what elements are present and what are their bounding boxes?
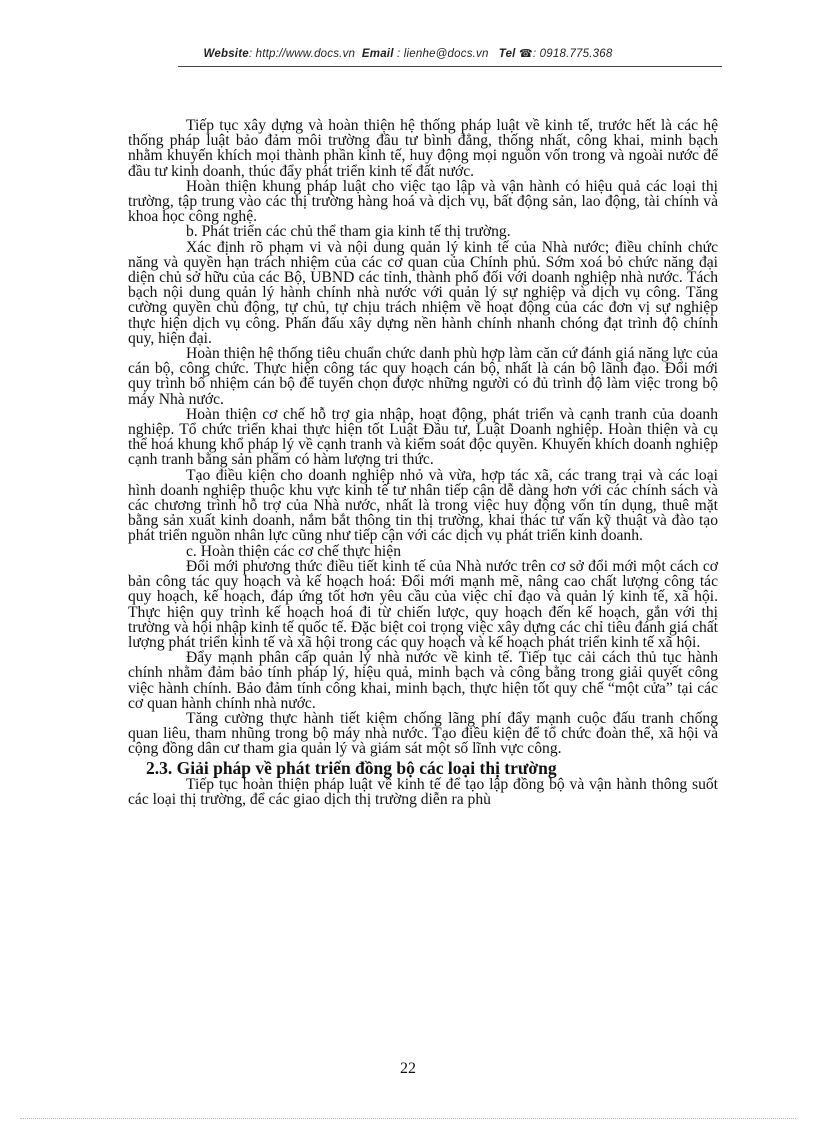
header-divider bbox=[178, 66, 722, 67]
body-paragraph: Tăng cường thực hành tiết kiệm chống lãng phí đẩy mạnh cuộc đấu tranh chống quan liêu, tham nhũng trong bộ máy nhà nước. Tạo điều kiện để tổ chức đoàn thể, xã hội và cộng đồng dân cư tham gia quản lý và giám sát một số lĩnh vực công. bbox=[128, 709, 718, 758]
page-header bbox=[0, 47, 816, 60]
subsection-heading: c. Hoàn thiện các cơ chế thực hiện bbox=[186, 542, 401, 560]
body-paragraph: Tiếp tục xây dựng và hoàn thiện hệ thống pháp luật về kinh tế, trước hết là các hệ thống pháp luật bảo đảm môi trường đầu tư bình đẳng, thống nhất, công khai, minh bạch nhằm khuyến khích mọi thành phần kinh tế, huy động mọi nguồn vốn trong và ngoài nước để đầu tư kinh doanh, thúc đẩy phát triển kinh tế đất nước. bbox=[128, 117, 718, 180]
body-paragraph: Hoàn thiện cơ chế hỗ trợ gia nhập, hoạt động, phát triển và cạnh tranh của doanh nghiệp. Tổ chức triển khai thực hiện tốt Luật Đầu tư, Luật Doanh nghiệp. Hoàn thiện và cụ thể hoá khung khổ pháp lý về cạnh tranh và kiểm soát độc quyền. Khuyến khích doanh nghiệp cạnh tranh bằng sản phẩm có hàm lượng tri thức. bbox=[128, 405, 718, 469]
tel-label: Tel bbox=[498, 48, 516, 60]
footer-divider bbox=[20, 1118, 796, 1119]
tel-value: : 0918.775.368 bbox=[532, 48, 613, 60]
body-paragraph: Đẩy mạnh phân cấp quản lý nhà nước về kinh tế. Tiếp tục cải cách thủ tục hành chính nhằm đảm bảo tính pháp lý, hiệu quả, minh bạch và công bằng trong giải quyết công việc hành chính. Bảo đảm tính công khai, minh bạch, thực hiện tốt quy chế “một cửa” tại các cơ quan hành chính nhà nước. bbox=[128, 649, 718, 712]
telephone-icon: ☎ bbox=[518, 48, 533, 60]
email-label: Email bbox=[361, 48, 394, 60]
email-value: : lienhe@docs.vn bbox=[397, 48, 489, 60]
website-label: Website bbox=[203, 48, 249, 60]
body-paragraph: Tiếp tục hoàn thiện pháp luật về kinh tế để tạo lập đồng bộ và vận hành thông suốt các loại thị trường, để các giao dịch thị trường diễn ra phù bbox=[128, 775, 718, 808]
document-body bbox=[128, 118, 718, 807]
website-value: : http://www.docs.vn bbox=[248, 48, 356, 60]
body-paragraph: Hoàn thiện hệ thống tiêu chuẩn chức danh phù hợp làm căn cứ đánh giá năng lực của cán bộ, công chức. Thực hiện công tác quy hoạch cán bộ, nhất là cán bộ lãnh đạo. Đổi mới quy trình bổ nhiệm cán bộ để tuyển chọn được những người có đủ trình độ làm việc trong bộ máy Nhà nước. bbox=[128, 345, 718, 408]
body-paragraph: Tạo điều kiện cho doanh nghiệp nhỏ và vừa, hợp tác xã, các trang trại và các loại hình doanh nghiệp thuộc khu vực kinh tế tư nhân tiếp cận dễ dàng hơn với các chính sách và các chương trình hỗ trợ của Nhà nước, nhất là trong việc huy động vốn tín dụng, thuê mặt bằng sản xuất kinh doanh, nắm bắt thông tin thị trường, khai thác tư vấn kỹ thuật và đào tạo phát triển nguồn nhân lực cũng như tiếp cận với các dịch vụ phát triển kinh doanh. bbox=[128, 466, 718, 545]
section-heading: 2.3. Giải pháp về phát triển đồng bộ các loại thị trường bbox=[146, 757, 557, 778]
page-number: 22 bbox=[400, 1060, 416, 1077]
subsection-heading: b. Phát triển các chủ thể tham gia kinh tế thị trường. bbox=[186, 223, 511, 241]
body-paragraph: Hoàn thiện khung pháp luật cho việc tạo lập và vận hành có hiệu quả các loại thị trường, tập trung vào các thị trường hàng hoá và dịch vụ, bất động sản, lao động, tài chính và khoa học công nghệ. bbox=[128, 177, 718, 226]
body-paragraph: Đổi mới phương thức điều tiết kinh tế của Nhà nước trên cơ sở đổi mới một cách cơ bản công tác quy hoạch và kế hoạch hoá: Đổi mới mạnh mẽ, nâng cao chất lượng công tác quy hoạch, kế hoạch, đáp ứng tốt hơn yêu cầu của việc chỉ đạo và quản lý kinh tế, xã hội. Thực hiện quy trình kế hoạch hoá đi từ chiến lược, quy hoạch đến kế hoạch, gắn với thị trường và hội nhập kinh tế quốc tế. Đặc biệt coi trọng việc xây dựng các chỉ tiêu đánh giá chất lượng phát triển kinh tế và xã hội trong các quy hoạch và kế hoạch phát triển kinh tế xã hội. bbox=[128, 557, 718, 651]
body-paragraph: Xác định rõ phạm vi và nội dung quản lý kinh tế của Nhà nước; điều chỉnh chức năng và quyền hạn trách nhiệm của các cơ quan của Chính phủ. Sớm xoá bỏ chức năng đại diện chủ sở hữu của các Bộ, UBND các tỉnh, thành phố đối với doanh nghiệp nhà nước. Tách bạch nội dung quản lý hành chính nhà nước với quản lý sự nghiệp và dịch vụ công. Tăng cường quyền chủ động, tự chủ, tự chịu trách nhiệm về hoạt động của các đơn vị sự nghiệp thực hiện dịch vụ công. Phấn đấu xây dựng nền hành chính nhanh chóng đạt trình độ chính quy, hiện đại. bbox=[128, 238, 718, 347]
